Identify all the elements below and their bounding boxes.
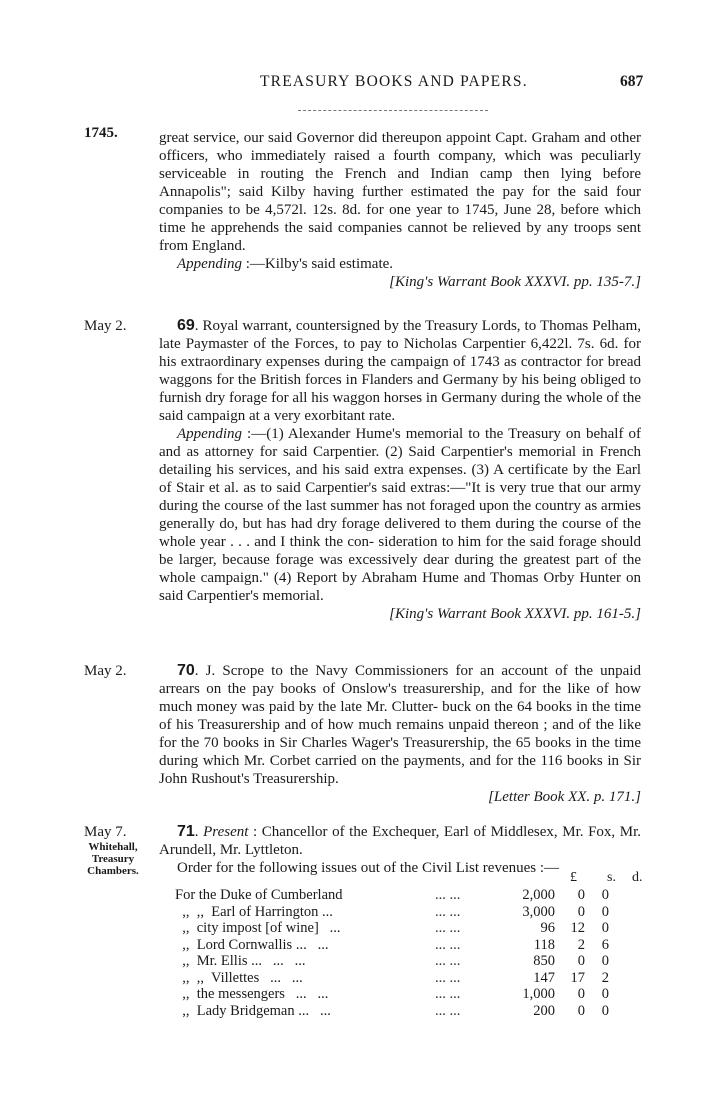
pounds-value: 850 [533, 953, 555, 969]
table-row [175, 986, 609, 1003]
table-row [175, 904, 609, 921]
pence-value: 0 [601, 887, 609, 903]
running-head: TREASURY BOOKS AND PAPERS. [260, 73, 528, 90]
shillings-value: 12 [570, 920, 585, 936]
pence-value: 0 [601, 920, 609, 936]
issues-table [175, 887, 609, 1019]
entry-number: 70 [177, 662, 195, 679]
table-row [175, 1003, 609, 1020]
page-number: 687 [620, 73, 644, 90]
shillings-value: 0 [577, 953, 585, 969]
issue-description: ,, ,, Villettes ... ... [175, 969, 303, 986]
entry-continuation-text: great service, our said Governor did thereupon appoint Capt. Graham and other officers, who immediately raised a fourth company, which was peculiarly serviceable in routing the French and Indian camp then lying before Annapolis"; said Kilby having further estimated the pay for the said four companies to be 4,572l. 12s. 8d. for one year to 1745, June 28, before which time he apprehends the said companies cannot be relieved by any troops sent from England. [159, 130, 642, 254]
margin-date: May 2. [84, 663, 127, 679]
issue-description: ,, Lord Cornwallis ... ... [175, 936, 329, 953]
table-row [175, 887, 609, 904]
issue-description: ,, the messengers ... ... [175, 986, 329, 1002]
pence-value: 0 [601, 1002, 609, 1019]
shillings-value: 0 [577, 903, 585, 920]
pence-value: 0 [601, 903, 609, 920]
appending-note: Appending :—(1) Alexander Hume's memorial to the Treasury on behalf of and as attorney for said Carpentier. (2) Said Carpentier's memorial in French detailing his services, and his said extra expenses. (3) A certificate by the Earl of Stair et al. as to said Carpentier's said extras:—"It is very true that our army during the course of the last summer has not foraged upon the country as armies generally do, but has had dry forage delivered to them during the course of the whole year . . . and I think the con- sideration to him for the said forage should be larger, because forage was excessively dear during the greatest part of the whole campaign." (4) Report by Abraham Hume and Thomas Orby Hunter on said Carpentier's memorial. [159, 426, 642, 604]
pounds-value: 118 [533, 936, 555, 953]
shillings-value: 2 [577, 936, 585, 953]
pounds-value: 96 [540, 920, 555, 936]
leader-dots: ... ... [435, 986, 461, 1002]
entry-number: 71 [177, 823, 195, 840]
pence-header: d. [632, 870, 643, 885]
citation: [King's Warrant Book XXXVI. pp. 135-7.] [389, 274, 641, 290]
issue-description: For the Duke of Cumberland [175, 887, 343, 903]
pounds-value: 2,000 [522, 887, 555, 903]
table-row [175, 953, 609, 970]
pounds-value: 147 [533, 969, 555, 986]
shillings-value: 0 [577, 887, 585, 903]
citation: [Letter Book XX. p. 171.] [488, 789, 641, 805]
shillings-value: 0 [577, 986, 585, 1002]
issue-description: ,, city impost [of wine] ... [175, 920, 341, 936]
shillings-header: s. [607, 870, 616, 885]
pence-value: 0 [601, 986, 609, 1002]
pence-value: 2 [601, 969, 609, 986]
pence-value: 0 [601, 953, 609, 969]
entry-70 [159, 662, 641, 806]
margin-date: May 7. [84, 824, 127, 840]
pounds-value: 1,000 [522, 986, 555, 1002]
entry-number: 69 [177, 317, 195, 334]
margin-year: 1745. [84, 125, 118, 141]
entry-69 [159, 317, 641, 623]
margin-date: May 2. [84, 318, 127, 334]
leader-dots: ... ... [435, 1002, 461, 1019]
table-row [175, 937, 609, 954]
pence-value: 6 [601, 936, 609, 953]
appending-note: Appending :—Kilby's said estimate. [177, 256, 394, 272]
issue-description: ,, ,, Earl of Harrington ... [175, 903, 333, 920]
pounds-value: 3,000 [522, 903, 555, 920]
leader-dots: ... ... [435, 953, 461, 969]
entry-70-text: 70. J. Scrope to the Navy Commissioners for an account of the unpaid arrears on the pay books of Onslow's treasurership, and for the like of how much money was paid by the late Mr. Clutter- buck on the 64 books in the time of his Treasurership and of how much remains unpaid thereon ; and of the like for the 70 books in Sir Charles Wager's Treasurership, the 65 books in the time during which Mr. Corbet carried on the payments, and for the 116 books in Sir John Rushout's Treasurership. [159, 662, 642, 787]
table-row [175, 920, 609, 937]
entry-71 [159, 823, 641, 877]
leader-dots: ... ... [435, 887, 461, 903]
header-divider [298, 110, 488, 111]
pounds-value: 200 [533, 1002, 555, 1019]
issues-table-body [175, 887, 609, 1019]
shillings-value: 17 [570, 969, 585, 986]
entry-continuation [159, 129, 641, 291]
leader-dots: ... ... [435, 920, 461, 936]
shillings-value: 0 [577, 1002, 585, 1019]
table-row [175, 970, 609, 987]
margin-place: Whitehall, Treasury Chambers. [87, 841, 139, 877]
entry-69-text: 69. Royal warrant, countersigned by the Treasury Lords, to Thomas Pelham, late Paymaster of the Forces, to pay to Nicholas Carpentier 6,422l. 7s. 6d. for his extraordinary expenses during the campaign of 1743 as contractor for bread waggons for the British forces in Flanders and Germany by his being obliged to furnish dry forage for all his waggon horses in Germany during the whole of the said campaign at a very exorbitant rate. [159, 317, 642, 424]
order-line: Order for the following issues out of the Civil List revenues :— [177, 860, 560, 876]
citation: [King's Warrant Book XXXVI. pp. 161-5.] [389, 606, 641, 622]
pounds-header: £ [570, 870, 577, 885]
issue-description: ,, Lady Bridgeman ... ... [175, 1002, 331, 1019]
issue-description: ,, Mr. Ellis ... ... ... [175, 953, 306, 969]
leader-dots: ... ... [435, 936, 461, 953]
entry-71-text: 71. Present : Chancellor of the Exchequer, Earl of Middlesex, Mr. Fox, Mr. Arundell, Mr. Lyttleton. [159, 823, 641, 858]
leader-dots: ... ... [435, 969, 461, 986]
leader-dots: ... ... [435, 903, 461, 920]
